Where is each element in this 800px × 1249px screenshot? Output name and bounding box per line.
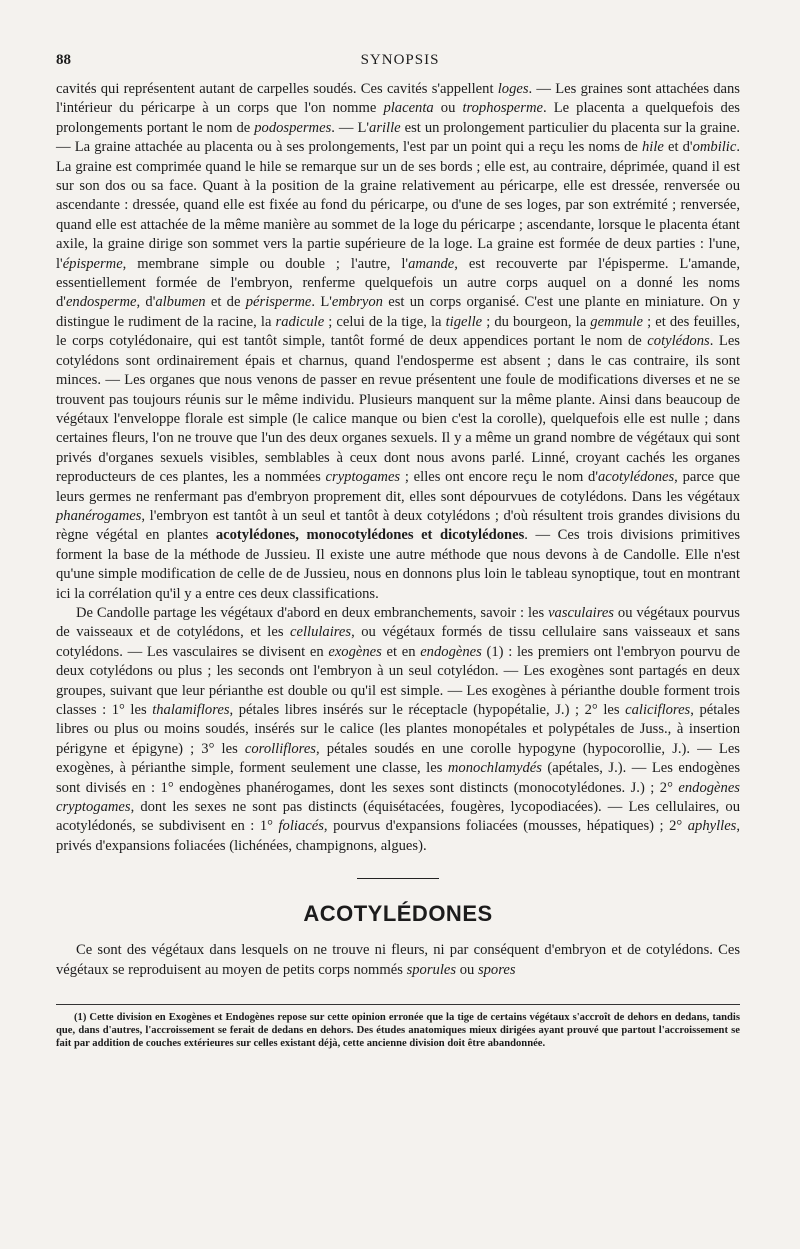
italic-term: caliciflores [625,702,691,718]
text-run: ou végétaux pourvus de vaisseaux et de cotylédons, et les [56,604,740,641]
text-run: , membrane simple ou double ; l'autre, l' [122,255,409,272]
text-run: est un prolongement particulier du placenta sur la graine. — La graine attachée au placenta ou à ses prolongements, l'est par un point qui a reçu les noms de [56,119,740,156]
text-run: , est recouverte par l'épisperme. L'amande, essentiellement formée de l'embryon, renferme quelquefois un autre corps auquel on a donné les noms d' [56,255,740,311]
italic-term: gemmule [590,313,643,330]
text-run: , ou végétaux formés de tissu cellulaire sans vaisseaux et sans cotylédons. — Les vasculaires se divisent en [56,624,740,660]
italic-term: amande [408,255,455,272]
text-run: ou [456,961,478,978]
text-run: (1) : les premiers ont l'embryon pourvu de deux cotylédons ou plus ; les seconds ont l'embryon à un seul cotylédon. — Les exogènes sont partagés en deux groupes, suivant que leur périanthe est double ou qu'il est simple. — Les exogènes à périanthe double forment trois classes : 1° les [56,643,740,718]
italic-term: exogènes [328,643,382,660]
text-run: , pétales libres insérés sur le réceptacle (hypopétalie, J.) ; 2° les [229,702,626,718]
italic-term: épisperme [62,255,123,272]
text-run: , pourvus d'expansions foliacées (mousses, hépatiques) ; 2° [323,818,688,835]
text-run: . L' [311,294,332,311]
body-text [56,80,740,856]
italic-term: ombilic [692,139,737,156]
text-run: cavités qui représentent autant de carpelles soudés. Ces cavités s'appellent [56,81,498,97]
italic-term: placenta [383,100,434,117]
text-run: , privés d'expansions foliacées (lichénées, champignons, algues). [56,818,741,854]
italic-term: hile [642,139,664,156]
text-run: . Les cotylédons sont ordinairement épais et charnus, quand l'endosperme est absent ; dans le cas contraire, ils sont minces. — Les organes que nous venons de passer en revue présentent une foule de modifications diverses et ne se trouvent pas toujours réunis sur le même individu. Plusieurs manquent sur la même plante. Ainsi dans beaucoup de végétaux l'enveloppe florale est simple (le calice manque ou bien c'est la corolle), quelquefois elle est nulle ; dans certaines fleurs, l'on ne trouve que l'un des deux organes sexuels. Il y a même un grand nombre de végétaux qui sont privés d'organes sexuels visibles, semblables à ceux dont nous avons parlé. Linné, croyant cachés les organes reproducteurs de ces plantes, les a nommées [56,333,740,486]
text-run: , l'embryon est tantôt à un seul et tantôt à deux cotylédons ; d'où résultent trois grandes divisions du règne végétal en plantes [56,507,740,544]
text-run: , dont les sexes ne sont pas distincts (équisétacées, fougères, lycopodiacées). — Les cellulaires, ou acotylédonés, se subdivisent en : 1° [56,799,740,835]
italic-term: radicule [275,313,325,330]
italic-term: aphylles [687,818,737,835]
text-run: , parce que leurs germes ne renfermant pas d'embryon proprement dit, elles sont dépourvues de cotylédons. Dans les végétaux [56,469,740,505]
running-title: SYNOPSIS [360,52,440,68]
footnote-rule [56,1004,740,1005]
italic-term: vasculaires [548,604,614,621]
italic-term: endosperme [65,294,137,311]
footnote [56,1011,740,1051]
text-run: De Candolle partage les végétaux d'abord en deux embranchements, savoir : les [76,604,549,621]
section-title: ACOTYLÉDONES [303,901,493,927]
italic-term: phanérogames [56,507,142,524]
italic-term: embryon [331,294,383,311]
italic-term: tigelle [445,313,483,330]
text-run: ; et des feuilles, le corps cotylédonaire, qui est tantôt simple, tantôt formé de deux appendices portant le nom de [56,313,740,350]
page-number: 88 [56,52,71,68]
italic-term: cotylédons [647,333,710,350]
italic-term: sporules [406,961,457,978]
text-run: et en [381,643,421,660]
bold-term: acotylédones, monocotylédones et dicotylédones [215,527,525,544]
text-run: est un corps organisé. C'est une plante en miniature. On y distingue le rudiment de la racine, la [56,294,740,330]
italic-term: endogènes [420,643,482,660]
italic-term: trophosperme [462,100,543,117]
italic-term: monochlamydés [447,760,542,777]
footnote-text: (1) Cette division en Exogènes et Endogènes repose sur cette opinion erronée que la tige de certains végétaux s'accroît de dehors en dedans, tandis que, dans d'autres, l'accroissement se ferait de dedans en dehors. Des études anatomiques mieux dirigées ayant prouvé que partout l'accroissement se fait par addition de couches extérieures sur celles existant déjà, cette ancienne division doit être abandonnée. [56,1012,740,1050]
text-run: . La graine est comprimée quand le hile se remarque sur un de ses bords ; elle est, au contraire, déprimée, quand il est sur son dos ou sa face. Quant à la position de la graine relativement au péricarpe, elle est dressée, renversée ou ascendante : dressée, quand elle est fixée au fond du péricarpe, ou d'une de ses loges, par son extrémité ; renversée, quand elle est attachée de la même manière au sommet de la loge du péricarpe ; ascendante, lorsque le placenta étant axile, la graine dirige son sommet vers la partie supérieure de la loge. La graine est formée de deux parties : l'une, l' [56,139,740,272]
paragraph-2 [56,604,740,856]
text-run: ; du bourgeon, la [482,313,591,330]
italic-term: albumen [155,294,206,311]
italic-term: spores [477,961,516,978]
intro-paragraph [56,941,740,980]
text-run: . — Les graines sont attachées dans l'intérieur du péricarpe à un corps que l'on nomme [56,81,740,117]
section-separator [357,878,439,879]
italic-term: podospermes [254,119,332,136]
italic-term: corolliflores [244,740,316,757]
italic-term: thalamiflores [152,702,230,718]
italic-term: périsperme [245,294,312,311]
italic-term: foliacés [278,818,324,835]
text-run: et d' [663,139,693,156]
text-run: . Le placenta a quelquefois des prolongements portant le nom de [56,100,740,136]
text-run: ; elles ont encore reçu le nom d' [400,469,598,486]
italic-term: cryptogames [325,469,401,486]
italic-term: arille [369,119,401,136]
italic-term: endogènes cryptogames [56,779,740,816]
section-intro [56,941,740,980]
paragraph-1 [56,80,740,604]
text-run: ou [433,100,463,117]
text-run: . — Ces trois divisions primitives forment la base de la méthode de Jussieu. Il existe une autre méthode que nous devons à de Candolle. Elle n'est qu'une simple modification de celle de de Jussieu, nous en donnons plus loin le tableau synoptique, tout en montrant ici la corrélation qu'il y a entre ces deux classifications. [56,527,740,602]
text-run: , pétales soudés en une corolle hypogyne (hypocorollie, J.). — Les exogènes, à périanthe simple, forment seulement une classe, les [56,740,740,777]
text-run: ; celui de la tige, la [324,313,446,330]
italic-term: loges [497,81,529,97]
text-run: Ce sont des végétaux dans lesquels on ne trouve ni fleurs, ni par conséquent d'embryon et de cotylédons. Ces végétaux se reproduisent au moyen de petits corps nommés [56,942,740,978]
page-header [56,52,740,74]
text-run: , pétales libres ou plus ou moins soudés, insérés sur le calice (les plantes monopétales et polypétales de Juss., à insertion périgyne et épigyne) ; 3° les [56,702,740,757]
text-run: , d' [136,294,156,311]
text-run: (apétales, J.). — Les endogènes sont divisés en : 1° endogènes phanérogames, dont les sexes sont distincts (monocotylédones. J.) ; 2° [56,760,740,796]
text-run: . — L' [331,119,370,136]
italic-term: acotylédones [597,469,675,486]
italic-term: cellulaires [290,624,352,641]
text-run: et de [205,294,246,311]
